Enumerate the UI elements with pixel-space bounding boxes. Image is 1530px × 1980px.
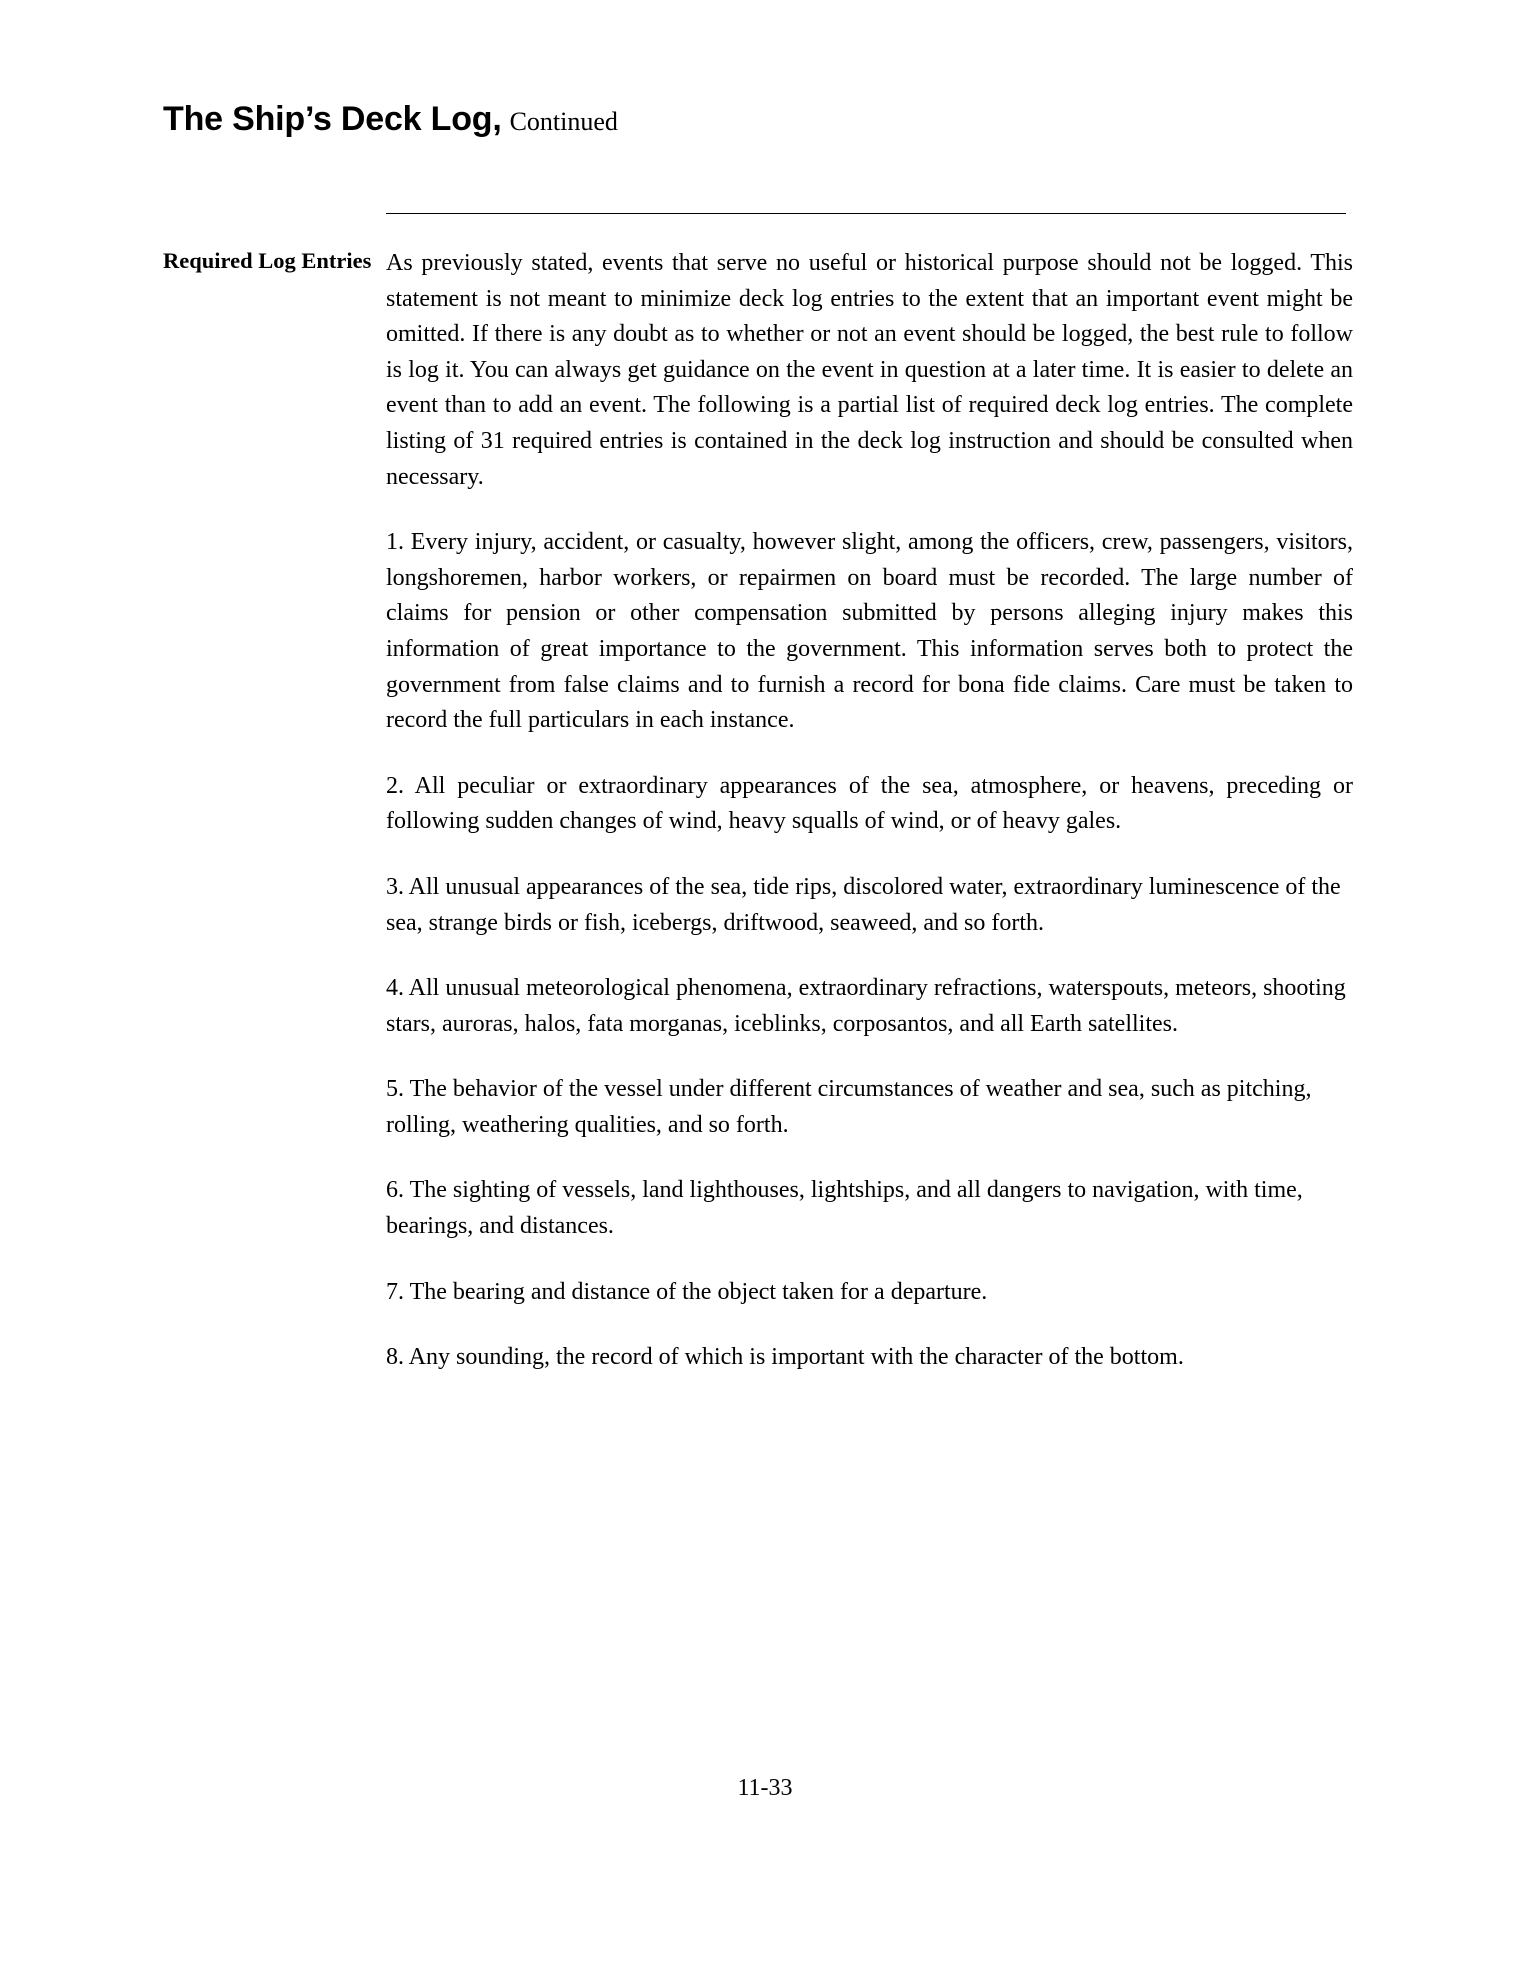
list-item-1: 1. Every injury, accident, or casualty, however slight, among the officers, crew, passengers, visitors, longshoremen, harbor workers, or repairmen on board must be recorded. The large number of claims for pension or other compensation submitted by persons alleging injury makes this information of great importance to the government. This information serves both to protect the government from false claims and to furnish a record for bona fide claims. Care must be taken to record the full particulars in each instance. <box>386 529 1353 734</box>
header-divider-rule <box>386 213 1346 214</box>
list-item-7: 7. The bearing and distance of the object taken for a departure. <box>386 1278 988 1305</box>
margin-label-column <box>163 246 386 275</box>
list-item-4: 4. All unusual meteorological phenomena, extraordinary refractions, waterspouts, meteors, shooting stars, auroras, halos, fata morganas, iceblinks, corposantos, and all Earth satellites. <box>386 975 1346 1037</box>
section-label-required-log-entries: Required Log Entries <box>163 248 372 273</box>
page-header <box>163 100 1363 139</box>
list-item-8: 8. Any sounding, the record of which is important with the character of the bottom. <box>386 1344 1184 1371</box>
page-title: The Ship’s Deck Log, <box>163 100 502 138</box>
page-title-continued-label: Continued <box>509 107 618 136</box>
paragraph-intro: As previously stated, events that serve no useful or historical purpose should not be logged. This statement is not meant to minimize deck log entries to the extent that an important event might be omitted. If there is any doubt as to whether or not an event should be logged, the best rule to follow is log it. You can always get guidance on the event in question at a later time. It is easier to delete an event than to add an event. The following is a partial list of required deck log entries. The complete listing of 31 required entries is contained in the deck log instruction and should be consulted when necessary. <box>386 250 1353 490</box>
document-body <box>163 246 1353 1376</box>
page-number: 11-33 <box>737 1775 793 1801</box>
list-item-5: 5. The behavior of the vessel under different circumstances of weather and sea, such as pitching, rolling, weathering qualities, and so forth. <box>386 1076 1312 1138</box>
list-item-2: 2. All peculiar or extraordinary appearances of the sea, atmosphere, or heavens, preceding or following sudden changes of wind, heavy squalls of wind, or of heavy gales. <box>386 772 1353 835</box>
list-item-3: 3. All unusual appearances of the sea, tide rips, discolored water, extraordinary luminescence of the sea, strange birds or fish, icebergs, driftwood, seaweed, and so forth. <box>386 873 1341 936</box>
page-footer <box>0 1775 1530 1802</box>
body-row <box>163 246 1353 1376</box>
list-item-6: 6. The sighting of vessels, land lighthouses, lightships, and all dangers to navigation, with time, bearings, and distances. <box>386 1177 1303 1240</box>
body-text-column <box>386 246 1353 1376</box>
